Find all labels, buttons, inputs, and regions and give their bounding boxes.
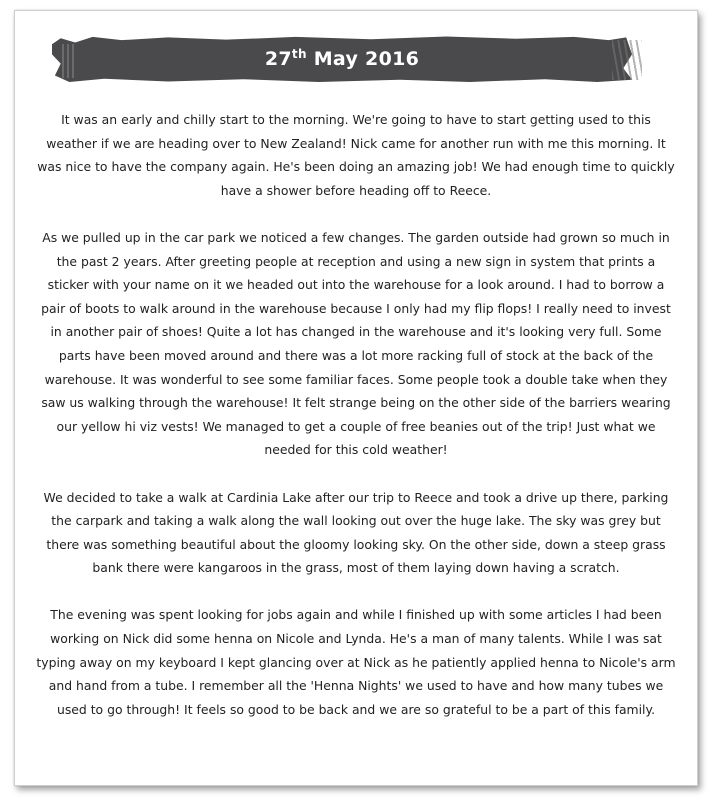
page-title — [52, 36, 632, 82]
paragraph-evening: The evening was spent looking for jobs again and while I finished up with some articles I had been working on Nick did some henna on Nicole and Lynda. He's a man of many talents. While I was sat typing away on my keyboard I kept glancing over at Nick as he patiently applied henna to Nicole's arm and hand from a tube. I remember all the 'Henna Nights' we used to have and how many tubes we used to go through! It feels so good to be back and we are so grateful to be a part of this family. — [36, 607, 676, 717]
date-day: 27 — [264, 48, 292, 70]
date-suffix: th — [291, 47, 307, 61]
journal-body — [36, 108, 676, 745]
date-month-year: May 2016 — [306, 48, 420, 70]
paragraph-reece-visit: As we pulled up in the car park we noticed a few changes. The garden outside had grown so much in the past 2 years. After greeting people at reception and using a new sign in system that prints a sticker with your name on it we headed out into the warehouse for a look around. I had to borrow a pair of boots to walk around in the warehouse because I only had my flip flops! I really need to invest in another pair of shoes! Quite a lot has changed in the warehouse and it's looking very full. Some parts have been moved around and there was a lot more racking full of stock at the back of the warehouse. It was wonderful to see some familiar faces. Some people took a double take when they saw us walking through the warehouse! It felt strange being on the other side of the barriers wearing our yellow hi viz vests! We managed to get a couple of free beanies out of the trip! Just what we needed for this cold weather! — [41, 229, 671, 458]
paragraph-cardinia-lake: We decided to take a walk at Cardinia Lake after our trip to Reece and took a drive up there, parking the carpark and taking a walk along the wall looking out over the huge lake. The sky was grey but there was something beautiful about the gloomy looking sky. On the other side, down a steep grass bank there were kangaroos in the grass, most of them laying down having a scratch. — [43, 489, 669, 576]
paragraph-morning: It was an early and chilly start to the morning. We're going to have to start getting used to this weather if we are heading over to New Zealand! Nick came for another run with me this morning. It was nice to have the company again. He's been doing an amazing job! We had enough time to quickly have a shower before heading off to Reece. — [37, 112, 675, 198]
